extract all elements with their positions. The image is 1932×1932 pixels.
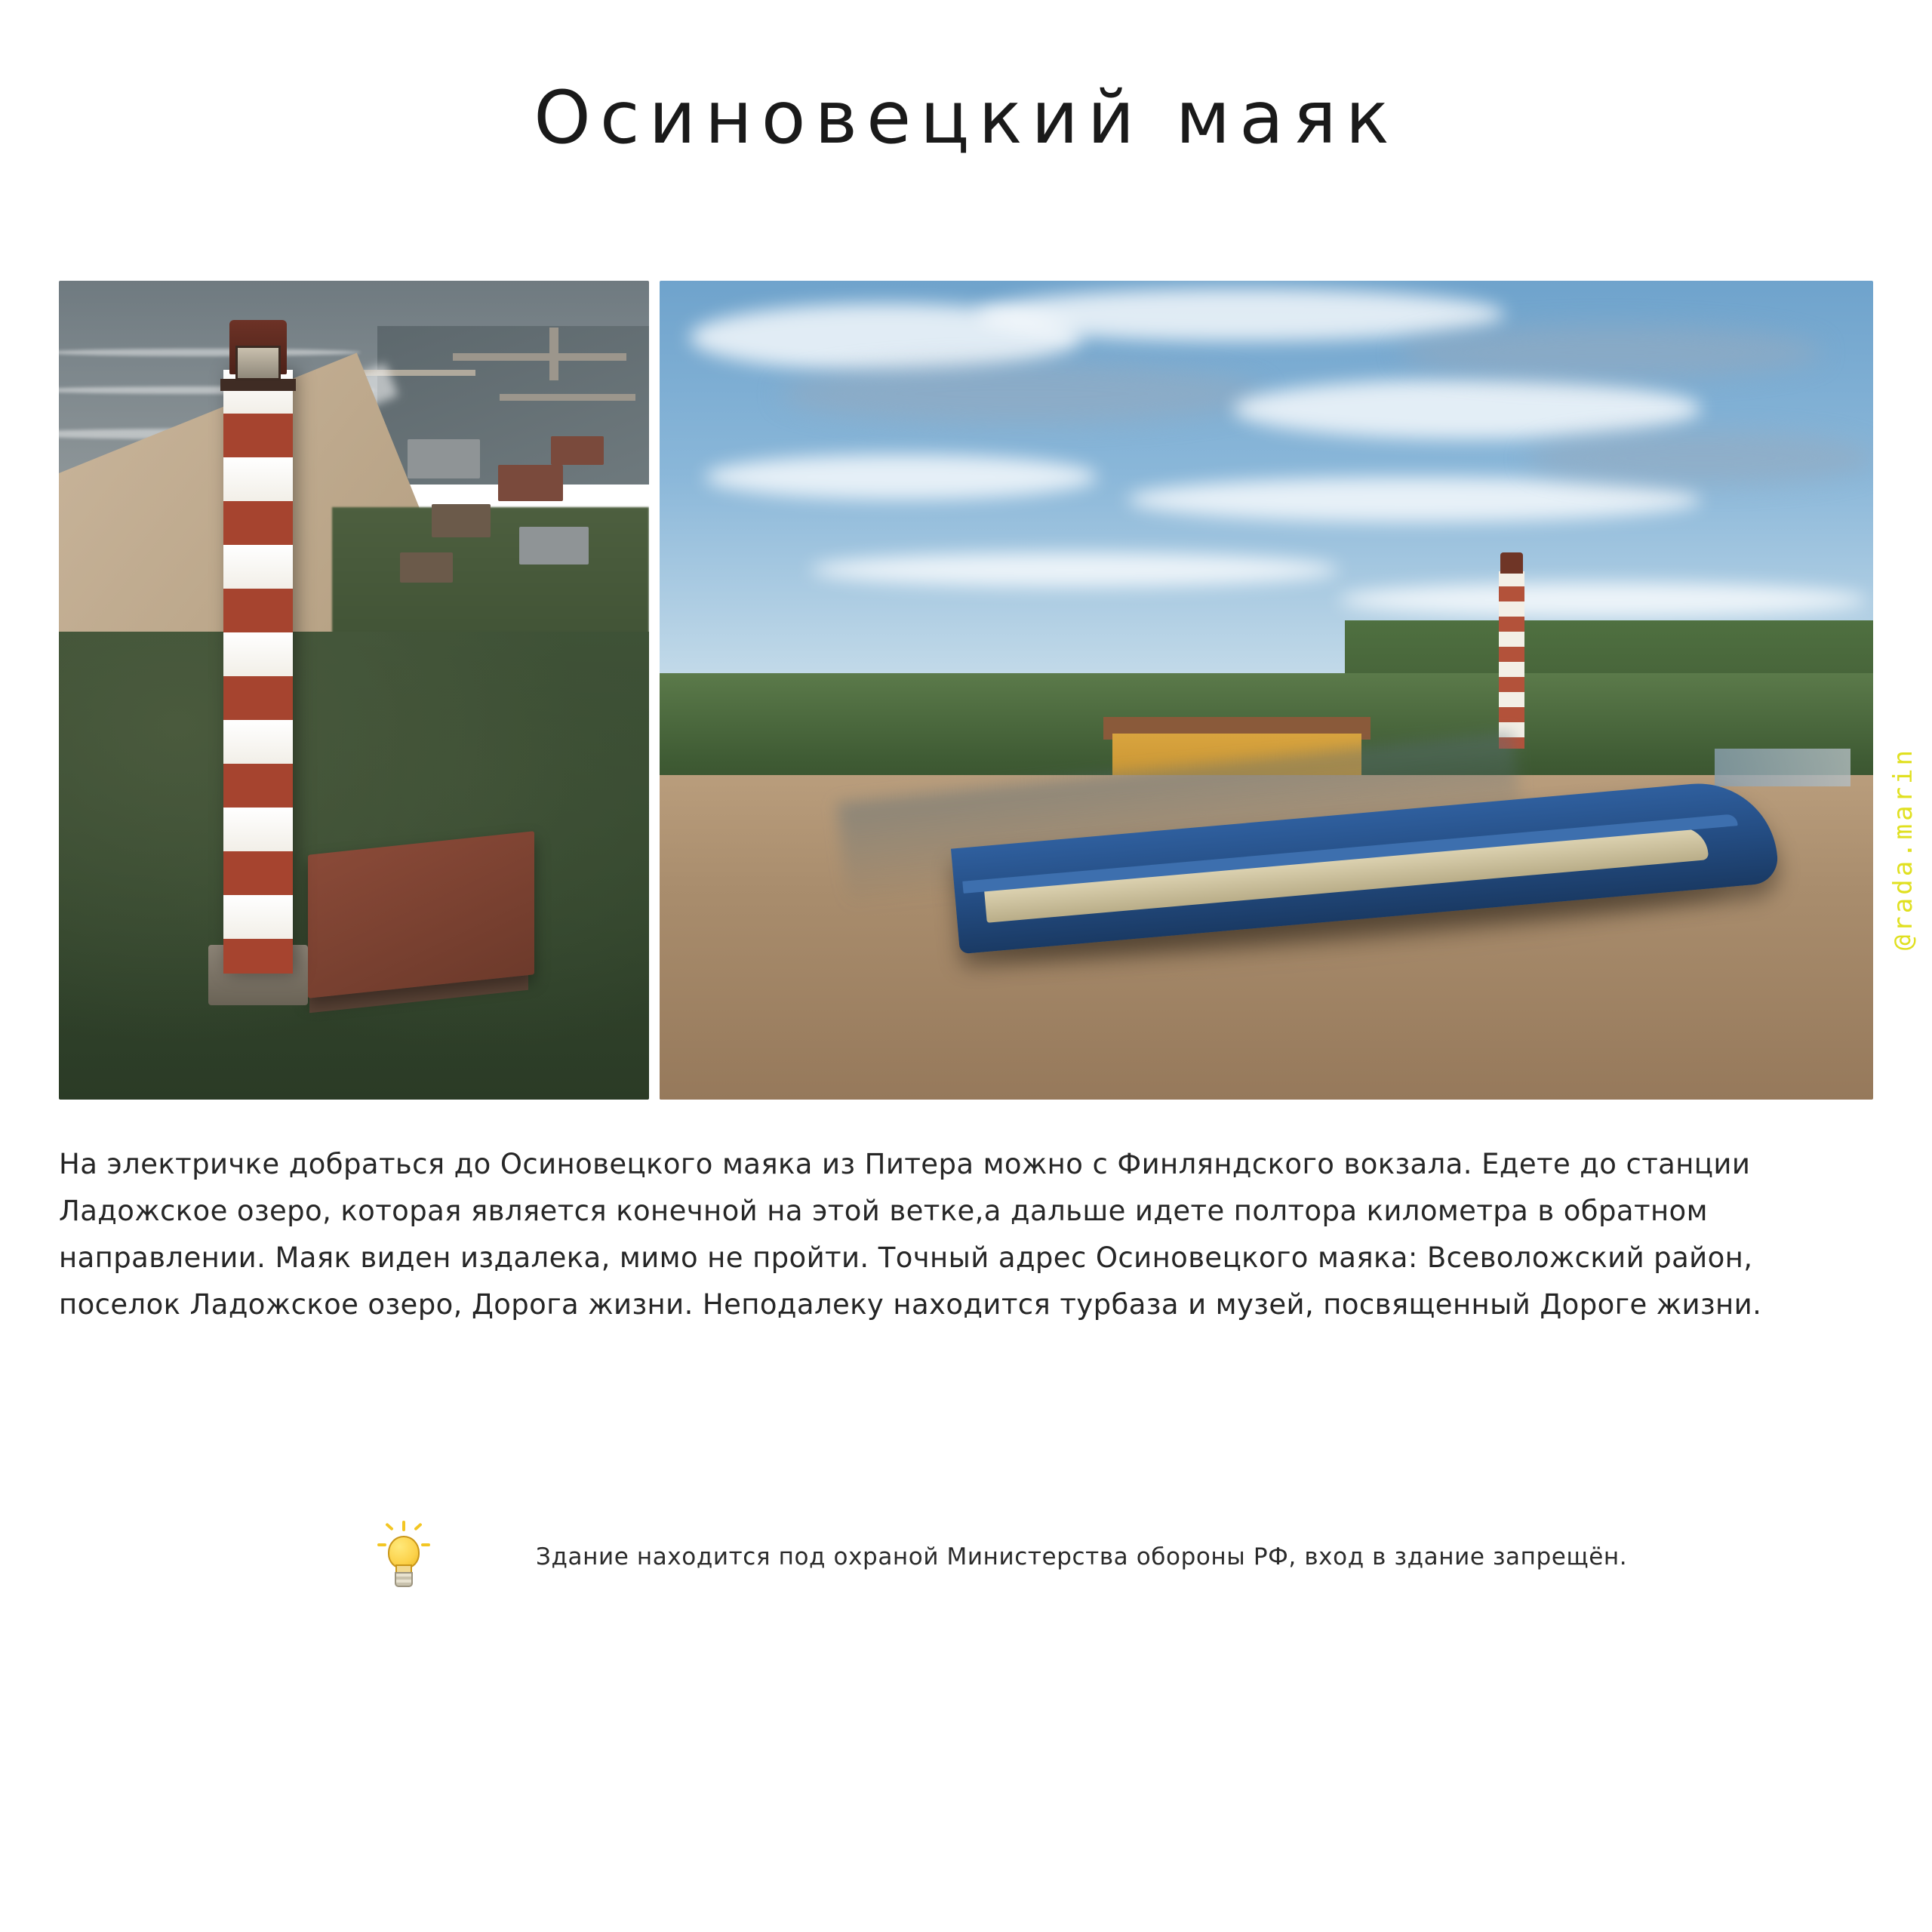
cloud <box>811 552 1339 587</box>
cloud <box>1399 326 1822 379</box>
cloud <box>780 364 1263 424</box>
building <box>498 465 563 501</box>
cloud <box>1339 583 1867 617</box>
page-title: Осиновецкий маяк <box>534 75 1398 160</box>
lighthouse-tower <box>1499 571 1524 749</box>
pier <box>549 328 558 380</box>
cloud <box>1128 477 1701 522</box>
pier <box>453 353 626 361</box>
building <box>432 504 491 537</box>
description-paragraph: На электричке добраться до Осиновецкого маяка из Питера можно с Финляндского вокзала. Едете до станции Ладожское озеро, которая является конечной на этой ветке,а дальше идете полтора километра в обратном направлении. Маяк виден издалека, мимо не пройти. Точный адрес Осиновецкого маяка: Всеволожский район, поселок Ладожское озеро, Дорога жизни. Неподалеку находится турбаза и музей, посвященный Дороге жизни. <box>59 1148 1762 1321</box>
lighthouse-roof <box>1500 552 1523 574</box>
lighthouse-keeper-house <box>308 831 534 998</box>
beach-boat-photo <box>660 281 1873 1100</box>
cloud <box>977 288 1505 341</box>
lighthouse-gallery <box>220 379 296 391</box>
watermark-handle: @rada.marin <box>1888 747 1918 951</box>
building <box>408 439 480 478</box>
cloud <box>705 454 1097 500</box>
building <box>551 436 604 465</box>
cloud <box>1233 379 1701 439</box>
photo-gallery <box>59 281 1873 1100</box>
cloud <box>1527 432 1873 485</box>
lighthouse-lantern <box>235 346 281 380</box>
aerial-lighthouse-photo <box>59 281 649 1100</box>
pier <box>500 394 635 401</box>
note-block <box>377 1521 1660 1593</box>
lighthouse-tower <box>223 370 293 974</box>
graffiti-wall <box>1715 749 1850 786</box>
building <box>519 527 589 565</box>
lightbulb-icon <box>377 1521 430 1593</box>
village-area <box>392 432 641 620</box>
building <box>400 552 453 583</box>
note-text: Здание находится под охраной Министерства обороны РФ, вход в здание запрещён. <box>536 1543 1628 1571</box>
